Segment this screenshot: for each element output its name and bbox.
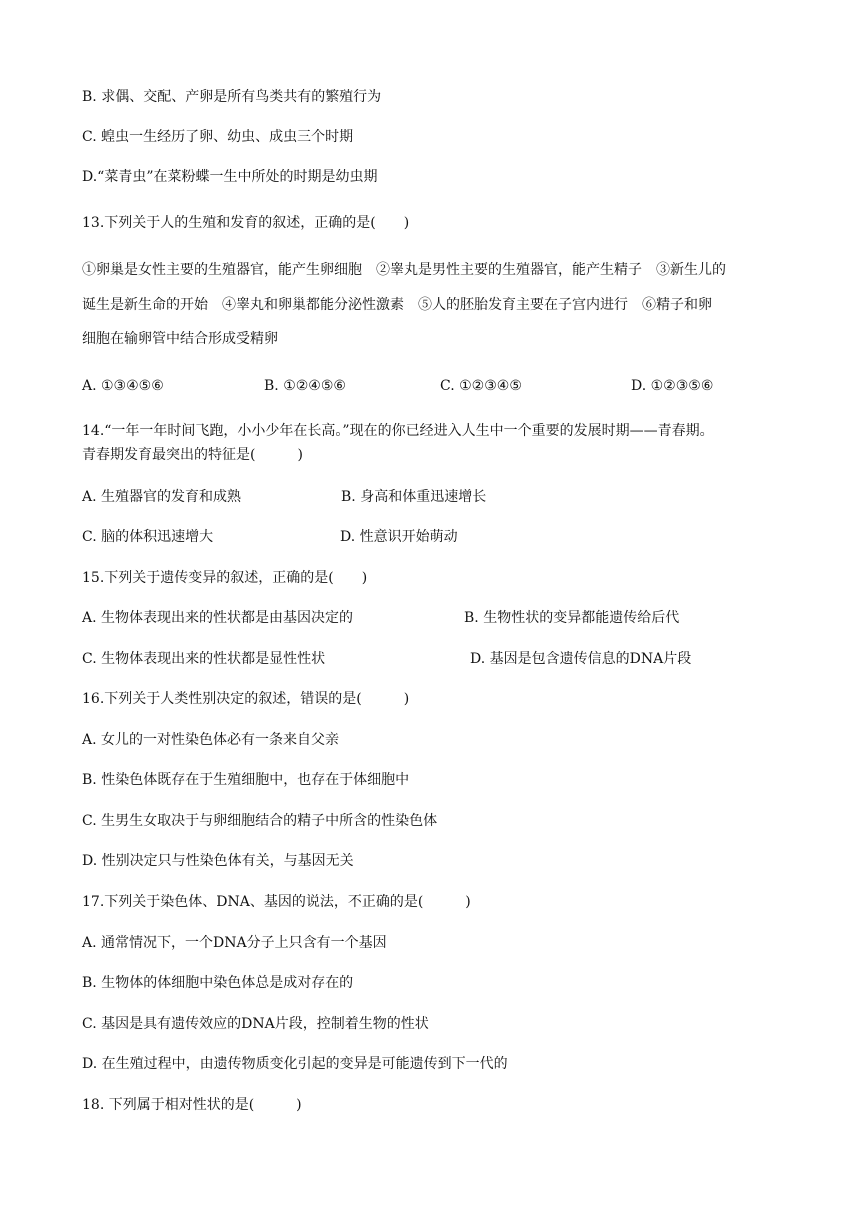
q17-option-c: C. 基因是具有遗传效应的DNA片段，控制着生物的性状 [82, 1016, 429, 1032]
q13-option-b: B. ①②④⑤⑥ [264, 378, 346, 394]
q16-option-d: D. 性别决定只与性染色体有关，与基因无关 [82, 853, 354, 869]
q12-option-b: B. 求偶、交配、产卵是所有鸟类共有的繁殖行为 [82, 89, 382, 105]
q13-statements-line1: ①卵巢是女性主要的生殖器官，能产生卵细胞 ②睾丸是男性主要的生殖器官，能产生精子 ③新生儿的 [82, 262, 726, 278]
q14-option-d: D. 性意识开始萌动 [340, 529, 458, 545]
q13-option-c: C. ①②③④⑤ [440, 378, 522, 394]
q16-stem: 16.下列关于人类性别决定的叙述，错误的是( ) [82, 691, 410, 707]
q16-option-a: A. 女儿的一对性染色体必有一条来自父亲 [82, 732, 340, 748]
q14-stem-line1: 14.“一年一年时间飞跑，小小少年在长高。”现在的你已经进入人生中一个重要的发展时期——青春期。 [82, 423, 714, 439]
q15-option-d: D. 基因是包含遗传信息的DNA片段 [470, 651, 692, 667]
q18-stem: 18. 下列属于相对性状的是( ) [82, 1097, 302, 1113]
q15-option-c: C. 生物体表现出来的性状都是显性性状 [82, 651, 326, 667]
q13-option-a: A. ①③④⑤⑥ [82, 378, 164, 394]
q16-option-c: C. 生男生女取决于与卵细胞结合的精子中所含的性染色体 [82, 813, 438, 829]
q12-option-d: D.“菜青虫”在菜粉蝶一生中所处的时期是幼虫期 [82, 169, 378, 185]
q15-option-a: A. 生物体表现出来的性状都是由基因决定的 [82, 610, 354, 626]
q15-stem: 15.下列关于遗传变异的叙述，正确的是( ) [82, 570, 368, 586]
q14-option-c: C. 脑的体积迅速增大 [82, 529, 214, 545]
q17-option-a: A. 通常情况下，一个DNA分子上只含有一个基因 [82, 935, 387, 951]
q14-stem-line2: 青春期发育最突出的特征是( ) [82, 447, 303, 463]
q17-option-b: B. 生物体的体细胞中染色体总是成对存在的 [82, 975, 354, 991]
q15-option-b: B. 生物性状的变异都能遗传给后代 [464, 610, 680, 626]
q14-option-b: B. 身高和体重迅速增长 [341, 489, 487, 505]
q13-statements-line2: 诞生是新生命的开始 ④睾丸和卵巢都能分泌性激素 ⑤人的胚胎发育主要在子宫内进行 ⑥精子和卵 [82, 297, 712, 313]
q13-stem: 13.下列关于人的生殖和发育的叙述，正确的是( ) [82, 215, 410, 231]
q13-option-d: D. ①②③⑤⑥ [631, 378, 714, 394]
q16-option-b: B. 性染色体既存在于生殖细胞中，也存在于体细胞中 [82, 772, 410, 788]
q12-option-c: C. 蝗虫一生经历了卵、幼虫、成虫三个时期 [82, 129, 354, 145]
q17-stem: 17.下列关于染色体、DNA、基因的说法，不正确的是( ) [82, 894, 471, 910]
q13-statements-line3: 细胞在输卵管中结合形成受精卵 [82, 331, 278, 347]
q14-option-a: A. 生殖器官的发育和成熟 [82, 489, 242, 505]
q17-option-d: D. 在生殖过程中，由遗传物质变化引起的变异是可能遗传到下一代的 [82, 1056, 508, 1072]
